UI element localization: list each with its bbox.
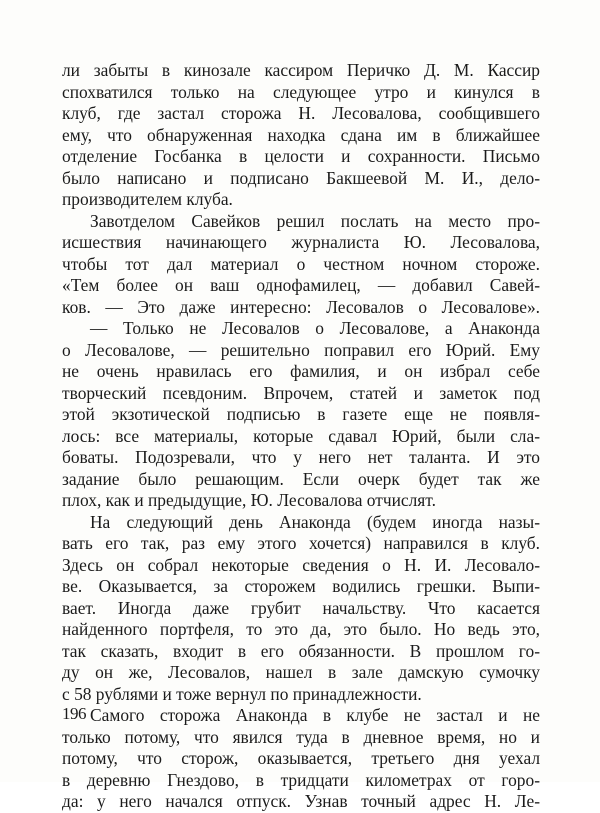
- text-line: ков. — Это даже интересно: Лесовалов о Лесовалове».: [62, 296, 540, 317]
- text-line: этой экзотической подписью в газете еще не появля-: [62, 404, 540, 424]
- text-line: да: у него начался отпуск. Узнав точный адрес Н. Ле-: [62, 791, 540, 811]
- text-line: было написано и подписано Бакшеевой М. И., дело-: [62, 167, 540, 188]
- text-line: лось: все материалы, которые сдавал Юрий, были сла-: [62, 425, 540, 446]
- text-line: не очень нравилась его фамилия, и он избрал себе: [62, 361, 540, 381]
- text-line: ему, что обнаруженная находка сдана им в ближайшее: [62, 124, 540, 145]
- text-line: Здесь он собрал некоторые сведения о Н. И. Лесовало-: [62, 554, 540, 575]
- text-line: так сказать, входит в его обязанности. В прошлом го-: [62, 640, 540, 661]
- text-line: производителем клуба.: [62, 189, 233, 209]
- text-line: «Тем более он ваш однофамилец, — добавил Савей-: [62, 275, 540, 295]
- text-line: вает. Иногда даже грубит начальству. Что касается: [62, 597, 540, 618]
- text-line: о Лесовалове, — решительно поправил его Юрий. Ему: [62, 339, 540, 360]
- text-line: отделение Госбанка в целости и сохранности. Письмо: [62, 146, 540, 166]
- text-line: творческий псевдоним. Впрочем, статей и заметок под: [62, 382, 540, 403]
- text-line: только потому, что явился туда в дневное время, но и: [62, 726, 540, 747]
- text-line: чтобы тот дал материал о честном ночном стороже.: [62, 253, 540, 274]
- text-line: найденного портфеля, то это да, это было. Но ведь это,: [62, 619, 540, 639]
- text-line: ве. Оказывается, за сторожем водились грешки. Выпи-: [62, 576, 540, 596]
- text-line: с 58 рублями и тоже вернул по принадлежности.: [62, 683, 422, 704]
- text-line: боваты. Подозревали, что у него нет таланта. И это: [62, 447, 540, 467]
- text-line: задание было решающим. Если очерк будет так же: [62, 468, 540, 489]
- text-line: — Только не Лесовалов о Лесовалове, а Анаконда: [90, 318, 540, 338]
- text-line: На следующий день Анаконда (будем иногда назы-: [90, 511, 540, 532]
- text-line: ду он же, Лесовалов, нашел в зале дамскую сумочку: [62, 662, 540, 682]
- body-text: [62, 60, 540, 813]
- text-line: Самого сторожа Анаконда в клубе не застал и не: [90, 705, 540, 725]
- text-line: исшествия начинающего журналиста Ю. Лесовалова,: [62, 232, 540, 252]
- text-line: вать его так, раз ему этого хочется) направился в клуб.: [62, 533, 540, 553]
- text-line: спохватился только на следующее утро и кинулся в: [62, 81, 540, 102]
- page-number: 196: [62, 704, 86, 723]
- text-line: Завотделом Савейков решил послать на место про-: [90, 210, 540, 231]
- text-line: плох, как и предыдущие, Ю. Лесовалова отчислят.: [62, 490, 436, 510]
- text-line: клуб, где застал сторожа Н. Лесовалова, сообщившего: [62, 103, 540, 123]
- text-line: ли забыты в кинозале кассиром Перичко Д. М. Кассир: [62, 60, 540, 80]
- text-line: в деревню Гнездово, в тридцати километрах от горо-: [62, 769, 540, 790]
- text-line: потому, что сторож, оказывается, третьего дня уехал: [62, 748, 540, 768]
